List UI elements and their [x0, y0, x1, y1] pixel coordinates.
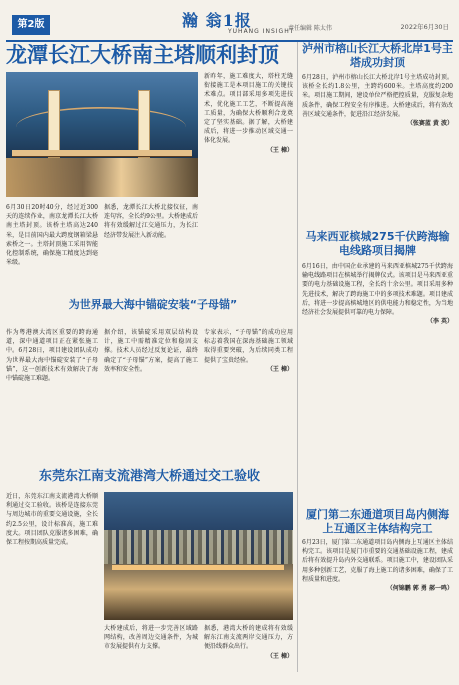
- issue-date: 2022年6月30日: [400, 23, 449, 31]
- right-story2-text: 6月16日，由中国企业承建的马来西亚槟城275千伏跨海输电线路项目在槟城举行揭牌仪式。该项目是马来西亚重要的电力基础设施工程，全长约十余公里。项目采用多种先进技术，解决了跨海施工中的多项技术难题。项目建成后，将进一步提高槟城地区的供电能力和稳定性，为当地经济社会发展提供可靠的电力保障。: [302, 263, 453, 317]
- story3-column-3-text: 据悉，港湾大桥的建成将有效缓解东江南支流两岸交通压力，方便沿线群众出行。: [204, 625, 293, 651]
- masthead-title: 瀚 翁1报: [182, 11, 252, 30]
- left-column: [6, 42, 293, 677]
- bridge-deck-shape: [12, 150, 192, 156]
- city-skyline-shape: [104, 530, 293, 564]
- story3-byline: （王 樟）: [266, 652, 293, 660]
- right-story2-byline: （李 英）: [426, 318, 453, 326]
- bridge-tower-left: [48, 90, 60, 158]
- right-story2-title: 马来西亚槟城275千伏跨海输电线路项目揭牌: [305, 230, 450, 257]
- story1-column-1: 6月30日20时40分，经过近300天的连续作业，南京龙潭长江大桥南主塔封顶。该桥主塔高达240米，是目前国内最大跨度钢箱梁悬索桥之一。主塔封顶施工采用智能化控制系统，确保施工精度达到毫米级。: [6, 204, 98, 267]
- story3-column-3: [204, 624, 293, 661]
- story2-column-3-text: 专家表示，“子母锚”的成功应用标志着我国在深海基础施工领域取得重要突破，为后续同类工程提供了宝贵经验。: [204, 329, 293, 364]
- story3-column-1: 近日，东莞东江南支流港湾大桥顺利通过交工验收。该桥是连接东莞与周边城市的重要交通设施，全长约2.5公里，设计标准高，施工难度大。项目团队克服诸多困难，确保工程按期高质量完成。: [6, 493, 98, 547]
- editor-meta: 责任编辑 陈太伟: [288, 25, 332, 32]
- page-number-badge: 第2版: [12, 15, 50, 35]
- story1-byline: （王 樟）: [266, 146, 293, 154]
- city-bridge-photo-2: [104, 492, 293, 620]
- bridge-cable-shape: [16, 107, 186, 147]
- masthead-english: YUHANG INSIGHT: [228, 28, 295, 35]
- right-story1-byline: （张赛蓝 黄 波）: [406, 120, 453, 128]
- right-story1-body: [302, 73, 453, 128]
- river-reflection-shape: [104, 564, 293, 620]
- right-story3-body: [302, 538, 453, 593]
- column-divider: [297, 42, 298, 672]
- story2-byline: （王 樟）: [266, 365, 293, 373]
- right-story3-text: 6月23日，厦门第二东通道项目岛内侧海上互通区主体结构完工。该项目是厦门市重要的交通基础设施工程，建成后将有效提升岛内外交通联系。项目施工中，建设团队采用多种创新工艺，克服了海上施工的诸多困难，确保了工程质量和进度。: [302, 539, 453, 583]
- story2-column-2: 据介绍，该锚碇采用双层结构设计，施工中需精准定位和稳固支撑。技术人员经过反复论证，最终确定了“子母锚”方案，提高了施工效率和安全性。: [104, 329, 198, 373]
- story1-column-2: 据悉，龙潭长江大桥北接仪征，南连句容，全长约9公里。大桥建成后将有效缓解过江交通压力，为长江经济带发展注入新动能。: [104, 204, 198, 239]
- right-column: [302, 42, 453, 677]
- construction-lights: [6, 158, 198, 197]
- story2-column-1: 作为粤港澳大湾区重要的跨海通道，深中通道项目正在紧张施工中。6月28日，项目建设团队成功为世界最大海中锚碇安装了“子母锚”，这一创新技术有效解决了海中锚碇施工难题。: [6, 329, 98, 383]
- right-story2-body: [302, 262, 453, 326]
- story3-column-2: 大桥建成后，将进一步完善区域路网结构，改善周边交通条件，为城市发展提供有力支撑。: [104, 625, 198, 651]
- story2-title: 为世界最大海中锚碇安装“子母锚”: [68, 298, 238, 311]
- bridge-photo-1: [6, 72, 198, 197]
- story1-side-text: 新昨年，施工难度大，塔柱无缝衔接施工是本项目施工的关键技术难点。项目部采用多项先进技术，优化施工工艺，不断提高施工质量，为确保大桥顺利合龙奠定了坚实基础。据了解，大桥建成后，将进一步推动区域交通一体化发展。: [204, 73, 293, 145]
- story1-side-column: [204, 72, 293, 155]
- bridge-line-shape: [112, 565, 284, 570]
- right-story1-text: 6月28日，泸州市榕山长江大桥北岸1号主塔成功封顶。该桥全长约1.8公里，主跨约600米。主塔高度约200米。项目施工期间，建设单位严格把控质量，克服复杂地质条件，确保工程安全有序推进。大桥建成后，将有效改善区域交通条件，促进沿江经济发展。: [302, 74, 453, 118]
- story3-title: 东莞东江南支流港湾大桥通过交工验收: [38, 469, 260, 484]
- bridge-tower-right: [138, 90, 150, 158]
- right-story3-title: 厦门第二东通道项目岛内侧海上互通区主体结构完工: [306, 508, 449, 535]
- story1-title: 龙潭长江大桥南主塔顺利封顶: [6, 43, 279, 67]
- right-story3-byline: （何锦鹏 郭 勇 郝一鸣）: [386, 585, 453, 593]
- story2-column-3: [204, 328, 293, 374]
- right-story1-title: 泸州市榕山长江大桥北岸1号主塔成功封顶: [302, 42, 453, 69]
- page-header: [6, 10, 453, 42]
